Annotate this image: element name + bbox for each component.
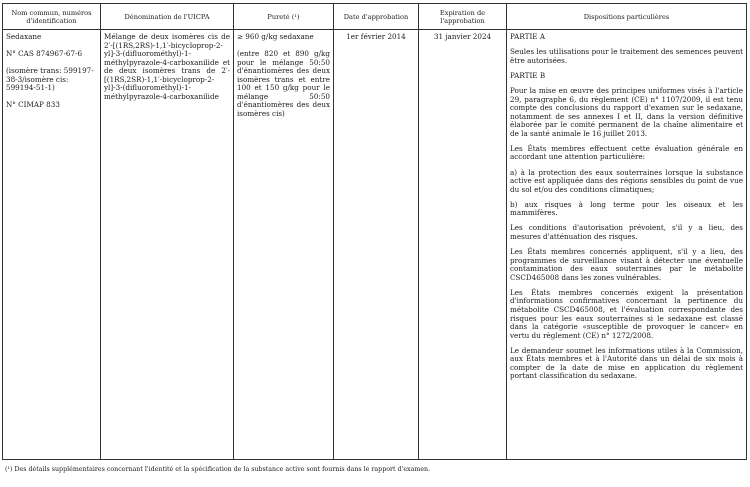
provision-item-a: a) à la protection des eaux souterraines lorsque la substance active est appliquée dans des régions sensibles du point de vue du sol et/ou des conditions climatiques;	[510, 167, 743, 194]
provision-paragraph-8: Le demandeur soumet les informations utiles à la Commission, aux États membres et à l'Autorité dans un délai de six mois à compter de la date de mise en application du règlement portant classification du sedaxane.	[510, 345, 743, 381]
regulation-annex-document	[2, 3, 746, 460]
footnote: (¹) Des détails supplémentaires concernant l'identité et la spécification de la substance active sont fournis dans le rapport d'examen.	[5, 466, 431, 473]
header-iupac-name: Dénomination de l'UICPA	[101, 4, 234, 30]
purity-detail: (entre 820 et 890 g/kg pour le mélange 50:50 d'énantiomères des deux isomères trans et entre 100 et 150 g/kg pour le mélange 50:50 d'énantiomères des deux isomères cis)	[237, 49, 330, 118]
cas-isomers: (isomère trans: 599197-38-3/isomère cis: 599194-51-1)	[6, 66, 94, 93]
header-expiry-date: Expiration de l'approbation	[419, 4, 507, 30]
cell-expiry-date	[419, 30, 507, 460]
cell-iupac-name	[101, 30, 234, 460]
expiry-date: 31 janvier 2024	[433, 32, 492, 41]
provision-paragraph-5: Les conditions d'autorisation prévoient, s'il y a lieu, des mesures d'atténuation des risques.	[510, 223, 743, 241]
purity-main: ≥ 960 g/kg sedaxane	[237, 32, 314, 41]
part-b-title: PARTIE B	[510, 70, 546, 80]
provision-paragraph-6: Les États membres concernés appliquent, s'il y a lieu, des programmes de surveillance visant à détecter une éventuelle contamination des eaux souterraines par le métabolite CSCD465008 dans les zones vulnérables.	[510, 247, 743, 282]
iupac-name: Mélange de deux isomères cis de 2′-[(1RS,2RS)-1,1′-bicycloprop-2-yl]-3-(difluorométhyl)-1-méthylpyrazole-4-carboxanilide et de deux isomères trans de 2′-[(1RS,2SR)-1,1′-bicycloprop-2-yl]-3-(difluorométhyl)-1-méthylpyrazole-4-carboxanilide	[104, 32, 230, 101]
header-specific-provisions: Dispositions particulières	[507, 4, 747, 30]
provision-paragraph-2: Les États membres effectuent cette évaluation générale en accordant une attention particulière:	[510, 143, 743, 162]
part-a-text: Seules les utilisations pour le traitement des semences peuvent être autorisées.	[510, 47, 743, 65]
provision-item-b: b) aux risques à long terme pour les oiseaux et les mammifères.	[510, 199, 743, 218]
cell-common-name	[3, 30, 101, 460]
provision-paragraph-7: Les États membres concernés exigent la présentation d'informations confirmatives concernant la pertinence du métabolite CSCD465008, et l'évaluation correspondante des risques pour les eaux souterraines si le sedaxane est classé dans la catégorie «susceptible de provoquer le cancer» en vertu du règlement (CE) n° 1272/2008.	[510, 287, 743, 340]
active-substance-table	[2, 3, 747, 460]
cas-number: N° CAS 874967-67-6	[6, 49, 83, 59]
cell-approval-date	[334, 30, 419, 460]
cell-specific-provisions	[507, 30, 747, 460]
cell-purity	[234, 30, 334, 460]
table-header-row	[3, 4, 747, 30]
part-a-title: PARTIE A	[510, 32, 546, 41]
header-approval-date: Date d'approbation	[334, 4, 419, 30]
cipac-number: N° CIMAP 833	[6, 100, 60, 110]
header-purity: Pureté (¹)	[234, 4, 334, 30]
provision-paragraph-1: Pour la mise en œuvre des principes uniformes visés à l'article 29, paragraphe 6, du règlement (CE) n° 1107/2009, il est tenu compte des conclusions du rapport d'examen sur le sedaxane, notamment de ses annexes I et II, dans la version définitive élaborée par le comité permanent de la chaîne alimentaire et de la santé animale le 16 juillet 2013.	[510, 85, 743, 138]
approval-date: 1er février 2014	[346, 32, 406, 41]
header-common-name: Nom commun, numéros d'identification	[3, 4, 101, 30]
common-name: Sedaxane	[6, 32, 42, 41]
table-row	[3, 30, 747, 460]
